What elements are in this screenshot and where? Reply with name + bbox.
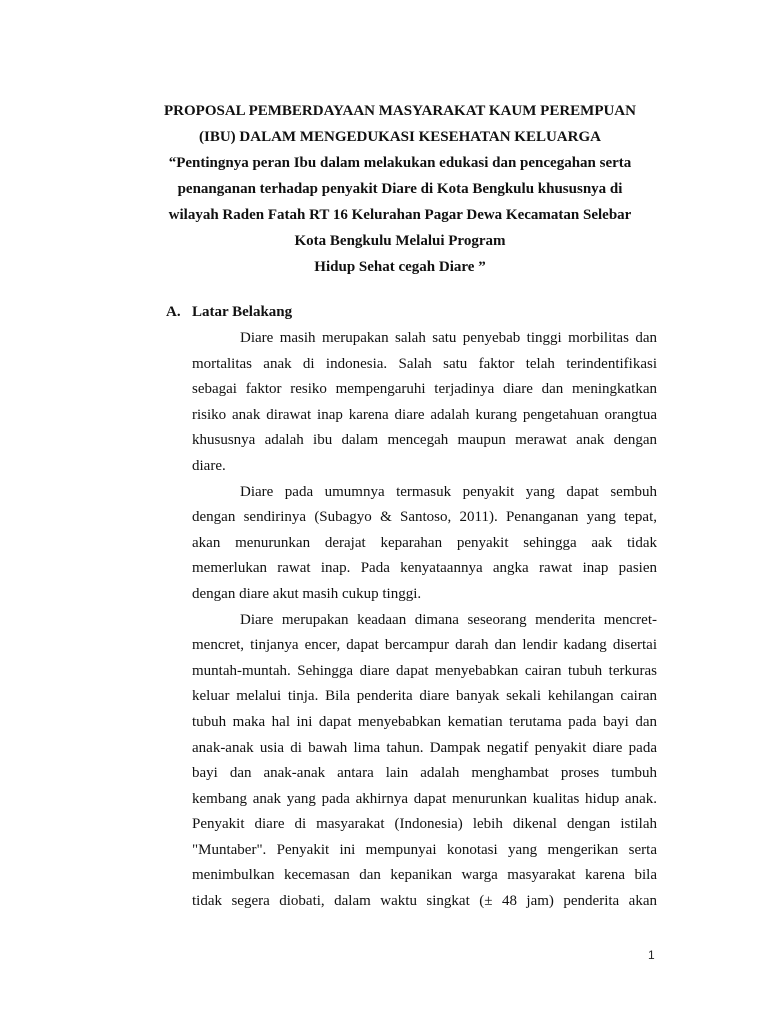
- paragraph-line: sebagai faktor resiko mempengaruhi terjadinya diare dan meningkatkan: [192, 381, 657, 398]
- title-line: Kota Bengkulu Melalui Program: [294, 233, 506, 249]
- paragraph-line: dengan diare akut masih cukup tinggi.: [192, 585, 422, 602]
- paragraph-line: mencret, tinjanya encer, dapat bercampur darah dan lendir kadang disertai: [192, 637, 657, 654]
- paragraph-line: diare.: [192, 457, 226, 474]
- section-heading-text: Latar Belakang: [192, 304, 293, 320]
- section-letter: A.: [166, 304, 181, 320]
- paragraph-line: risiko anak dirawat inap karena diare adalah kurang pengetahuan orangtua: [192, 406, 657, 423]
- paragraph-line: memerlukan rawat inap. Pada kenyataannya angka rawat inap pasien: [192, 560, 657, 577]
- paragraph-line: mortalitas anak di indonesia. Salah satu faktor telah terindentifikasi: [192, 355, 657, 372]
- paragraph: [192, 480, 657, 608]
- section-heading: [166, 302, 292, 322]
- paragraph-line: Diare masih merupakan salah satu penyebab tinggi morbilitas dan: [240, 330, 657, 346]
- title-line: PROPOSAL PEMBERDAYAAN MASYARAKAT KAUM PEREMPUAN: [164, 103, 636, 119]
- paragraph-line: Diare merupakan keadaan dimana seseorang menderita mencret-: [240, 611, 657, 628]
- proposal-title: [130, 98, 670, 280]
- paragraph-line: dengan sendirinya (Subagyo & Santoso, 2011). Penanganan yang tepat,: [192, 509, 657, 526]
- title-line: Hidup Sehat cegah Diare ”: [314, 259, 486, 275]
- title-line: wilayah Raden Fatah RT 16 Kelurahan Pagar Dewa Kecamatan Selebar: [168, 207, 632, 223]
- paragraph-line: muntah-muntah. Sehingga diare dapat menyebabkan cairan tubuh terkuras: [192, 662, 657, 679]
- paragraph-line: tubuh maka hal ini dapat menyebabkan kematian terutama pada bayi dan: [192, 713, 657, 730]
- title-line: penanganan terhadap penyakit Diare di Kota Bengkulu khususnya di: [177, 181, 623, 197]
- paragraph-line: Penyakit diare di masyarakat (Indonesia) lebih dikenal dengan istilah: [192, 816, 657, 833]
- paragraph: [192, 326, 657, 480]
- paragraph-line: anak-anak usia di bawah lima tahun. Dampak negatif penyakit diare pada: [192, 739, 657, 756]
- paragraph-line: akan menurunkan derajat keparahan penyakit sehingga aak tidak: [192, 534, 657, 551]
- title-line: (IBU) DALAM MENGEDUKASI KESEHATAN KELUARGA: [199, 129, 601, 145]
- paragraph-line: kembang anak yang pada akhirnya dapat menurunkan kualitas hidup anak.: [192, 790, 657, 807]
- paragraph-line: bayi dan anak-anak antara lain adalah menghambat proses tumbuh: [192, 765, 657, 782]
- title-line: “Pentingnya peran Ibu dalam melakukan edukasi dan pencegahan serta: [168, 155, 632, 171]
- paragraph-line: tidak segera diobati, dalam waktu singkat (± 48 jam) penderita akan: [192, 893, 657, 910]
- paragraph: [192, 608, 657, 915]
- paragraph-line: Diare pada umumnya termasuk penyakit yang dapat sembuh: [240, 483, 657, 500]
- paragraph-line: menimbulkan kecemasan dan kepanikan warga masyarakat karena bila: [192, 867, 657, 884]
- page-number: 1: [648, 948, 655, 962]
- section-body: [192, 326, 657, 915]
- paragraph-line: "Muntaber". Penyakit ini mempunyai konotasi yang mengerikan serta: [192, 841, 657, 858]
- paragraph-line: keluar melalui tinja. Bila penderita diare banyak sekali kehilangan cairan: [192, 688, 657, 705]
- paragraph-line: khususnya adalah ibu dalam mencegah maupun merawat anak dengan: [192, 432, 657, 449]
